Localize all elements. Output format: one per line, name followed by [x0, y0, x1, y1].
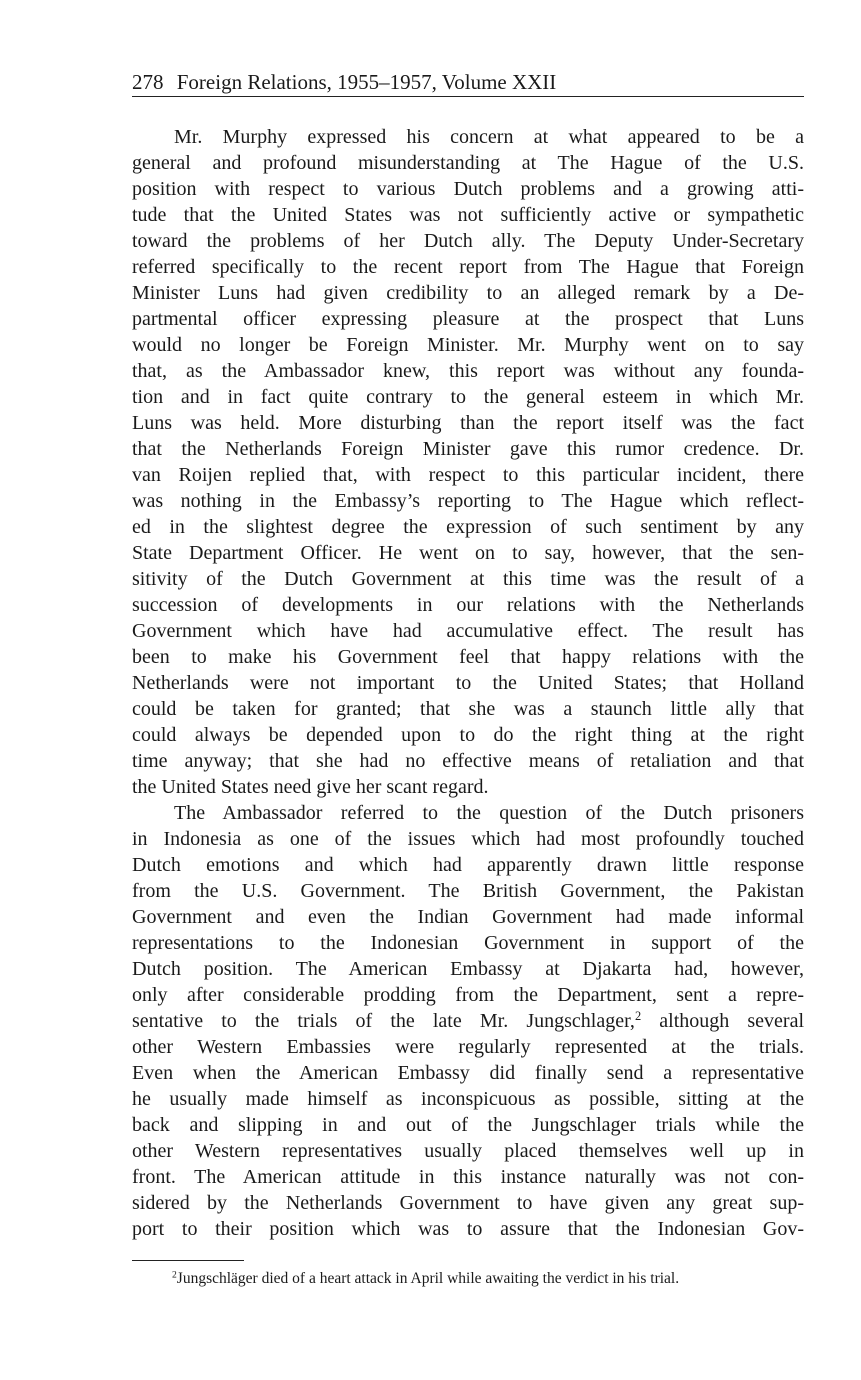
text-line: tion and in fact quite contrary to the general esteem in which Mr.: [132, 386, 804, 408]
text-line: toward the problems of her Dutch ally. The Deputy Under-Secretary: [132, 230, 804, 252]
text-line: Government which have had accumulative effect. The result has: [132, 620, 804, 642]
text-fragment: although several: [641, 1010, 804, 1032]
footnote: [172, 1268, 812, 1290]
text-line: sidered by the Netherlands Government to have given any great sup-: [132, 1192, 804, 1214]
paragraph-2: [132, 800, 804, 1242]
text-line: front. The American attitude in this instance naturally was not con-: [132, 1166, 804, 1188]
text-line: only after considerable prodding from the Department, sent a repre-: [132, 984, 804, 1006]
text-line: he usually made himself as inconspicuous as possible, sitting at the: [132, 1088, 804, 1110]
text-line: general and profound misunderstanding at The Hague of the U.S.: [132, 152, 804, 174]
text-line: back and slipping in and out of the Jungschlager trials while the: [132, 1114, 804, 1136]
page-number: 278: [132, 70, 164, 94]
text-line: referred specifically to the recent report from The Hague that Foreign: [132, 256, 804, 278]
text-line: Dutch emotions and which had apparently drawn little response: [132, 854, 804, 876]
text-line: other Western representatives usually placed themselves well up in: [132, 1140, 804, 1162]
text-line: Even when the American Embassy did finally send a representative: [132, 1062, 804, 1084]
paragraph-1: [132, 124, 804, 800]
running-head: [132, 68, 804, 97]
text-line: position with respect to various Dutch problems and a growing atti-: [132, 178, 804, 200]
text-line: State Department Officer. He went on to say, however, that the sen-: [132, 542, 804, 564]
text-line: representations to the Indonesian Government in support of the: [132, 932, 804, 954]
text-line: other Western Embassies were regularly represented at the trials.: [132, 1036, 804, 1058]
text-line: could always be depended upon to do the right thing at the right: [132, 724, 804, 746]
text-line: time anyway; that she had no effective means of retaliation and that: [132, 750, 804, 772]
text-line: could be taken for granted; that she was a staunch little ally that: [132, 698, 804, 720]
footnote-divider: [132, 1260, 244, 1261]
volume-title: Foreign Relations, 1955–1957, Volume XXII: [176, 70, 557, 94]
text-line: sitivity of the Dutch Government at this time was the result of a: [132, 568, 804, 590]
text-line: Minister Luns had given credibility to an alleged remark by a De-: [132, 282, 804, 304]
text-line: the United States need give her scant regard.: [132, 776, 489, 798]
text-line: port to their position which was to assure that the Indonesian Gov-: [132, 1218, 804, 1240]
text-line: Mr. Murphy expressed his concern at what appeared to be a: [174, 126, 804, 148]
text-line: tude that the United States was not sufficiently active or sympathetic: [132, 204, 804, 226]
text-line: Government and even the Indian Government had made informal: [132, 906, 804, 928]
text-line: van Roijen replied that, with respect to this particular incident, there: [132, 464, 804, 486]
text-line: that the Netherlands Foreign Minister gave this rumor credence. Dr.: [132, 438, 804, 460]
text-line: was nothing in the Embassy’s reporting to The Hague which reflect-: [132, 490, 804, 512]
text-line: would no longer be Foreign Minister. Mr. Murphy went on to say: [132, 334, 804, 356]
text-line: in Indonesia as one of the issues which had most profoundly touched: [132, 828, 804, 850]
text-line: The Ambassador referred to the question of the Dutch prisoners: [174, 802, 804, 824]
text-line: partmental officer expressing pleasure at the prospect that Luns: [132, 308, 804, 330]
footnote-text: Jungschläger died of a heart attack in April while awaiting the verdict in his trial.: [176, 1270, 680, 1287]
text-line-with-footnote: [132, 1008, 804, 1034]
text-line: that, as the Ambassador knew, this report was without any founda-: [132, 360, 804, 382]
text-line: Netherlands were not important to the United States; that Holland: [132, 672, 804, 694]
footnote-reference[interactable]: 2: [634, 1009, 642, 1024]
text-line: succession of developments in our relations with the Netherlands: [132, 594, 804, 616]
footnote-marker: 2: [172, 1269, 177, 1281]
text-line: Dutch position. The American Embassy at Djakarta had, however,: [132, 958, 804, 980]
text-fragment: sentative to the trials of the late Mr. Jungschlager,: [132, 1010, 635, 1032]
text-line: from the U.S. Government. The British Government, the Pakistan: [132, 880, 804, 902]
text-line: been to make his Government feel that happy relations with the: [132, 646, 804, 668]
body-text: [132, 124, 804, 1242]
text-line: Luns was held. More disturbing than the report itself was the fact: [132, 412, 804, 434]
text-line: ed in the slightest degree the expression of such sentiment by any: [132, 516, 804, 538]
